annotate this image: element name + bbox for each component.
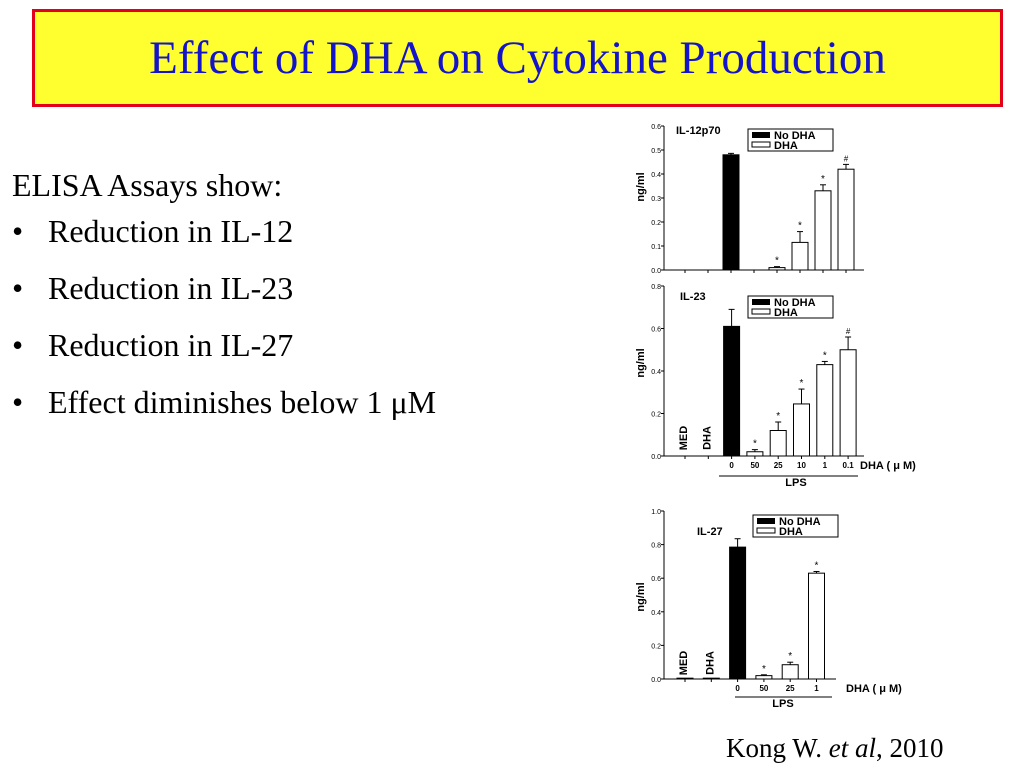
y-axis-label: ng/ml (635, 348, 647, 378)
significance-mark: # (843, 154, 849, 164)
bullet-text: Reduction in IL-23 (48, 270, 294, 306)
chart-title: IL-12p70 (676, 125, 721, 137)
chart-title: IL-27 (697, 526, 723, 538)
bar (730, 547, 746, 679)
y-tick-label: 0.6 (651, 576, 661, 584)
y-tick-label: 0.1 (651, 244, 661, 251)
significance-mark: * (775, 255, 779, 267)
x-tick-label: 0 (729, 461, 734, 470)
citation-etal: et al (828, 733, 877, 763)
significance-mark: * (752, 438, 757, 450)
bullet-text: Reduction in IL-27 (48, 327, 294, 363)
y-tick-label: 0.5 (651, 148, 661, 155)
y-axis-label: ng/ml (635, 582, 647, 612)
legend-swatch-white (757, 528, 775, 533)
x-group-title: LPS (772, 698, 794, 710)
x-tick-label: 50 (759, 684, 769, 693)
bar (769, 268, 785, 270)
x-tick-label: 25 (785, 684, 795, 693)
legend-swatch-black (757, 518, 775, 524)
bar (838, 169, 854, 270)
bullet-dot: • (12, 327, 24, 363)
legend-swatch-white (752, 142, 770, 147)
y-tick-label: 0.2 (651, 411, 661, 419)
y-tick-label: 0.6 (651, 326, 661, 334)
bar (817, 365, 833, 456)
bar (677, 678, 693, 679)
slide-title: Effect of DHA on Cytokine Production (149, 32, 886, 84)
x-group-label: MED (678, 650, 690, 676)
legend-label: No DHA (779, 516, 821, 528)
y-tick-label: 0.2 (651, 220, 661, 227)
y-tick-label: 1.0 (651, 509, 661, 516)
bar (840, 350, 856, 456)
y-tick-label: 0.0 (651, 268, 661, 275)
bar (724, 326, 740, 456)
bullet-text: Reduction in IL-12 (48, 213, 294, 249)
significance-mark: # (845, 327, 851, 336)
citation-author: Kong W. (726, 733, 829, 763)
y-tick-label: 0.4 (651, 369, 661, 376)
y-tick-label: 0.4 (651, 609, 661, 617)
legend-swatch-white (752, 309, 770, 314)
bar (792, 242, 808, 270)
significance-mark: * (821, 173, 825, 185)
legend-swatch-black (752, 132, 770, 138)
x-tick-label: 25 (773, 461, 783, 470)
x-tick-label: 0.1 (842, 461, 854, 470)
bar (747, 452, 763, 456)
x-group-title: LPS (785, 477, 807, 489)
y-tick-label: 0.2 (651, 643, 661, 651)
citation (726, 733, 944, 764)
legend-label: DHA (774, 140, 798, 152)
legend-label: DHA (774, 307, 798, 319)
bar (794, 404, 810, 456)
y-tick-label: 0.3 (651, 196, 661, 203)
bullet-dot: • (12, 384, 24, 420)
legend-label: DHA (779, 526, 803, 538)
bar (815, 191, 831, 270)
bar (703, 678, 719, 679)
y-tick-label: 0.6 (651, 124, 661, 131)
intro-line: ELISA Assays show: (12, 167, 283, 203)
bullet-dot: • (12, 270, 24, 306)
citation-year: , 2010 (876, 733, 944, 763)
y-tick-label: 0.8 (651, 542, 661, 550)
x-tick-label: 1 (814, 684, 819, 693)
x-tick-label: 0 (735, 684, 740, 693)
bullet-text: Effect diminishes below 1 μM (48, 384, 437, 420)
significance-mark: * (798, 220, 802, 232)
legend-label: No DHA (774, 130, 816, 142)
bar (782, 665, 798, 679)
y-tick-label: 0.0 (651, 454, 661, 461)
x-tick-label: 10 (797, 461, 806, 470)
x-group-label: MED (678, 425, 690, 451)
x-tick-label: 50 (750, 461, 760, 470)
legend-swatch-black (752, 299, 770, 305)
significance-mark: * (776, 411, 781, 422)
y-tick-label: 0.4 (651, 172, 661, 179)
y-tick-label: 0.0 (651, 677, 661, 684)
bar (809, 573, 825, 679)
significance-mark: * (814, 560, 819, 572)
bar (756, 676, 772, 679)
y-axis-label: ng/ml (635, 172, 647, 202)
significance-mark: * (799, 378, 804, 390)
significance-mark: * (788, 651, 793, 663)
bar (723, 155, 739, 270)
significance-mark: * (822, 350, 827, 362)
x-group-label: DHA (704, 651, 717, 675)
y-tick-label: 0.8 (651, 284, 661, 291)
bullet-dot: • (12, 213, 24, 249)
x-unit-label: DHA ( μ M) (846, 683, 902, 695)
x-unit-label: DHA ( μ M) (860, 460, 916, 472)
legend-label: No DHA (774, 297, 816, 309)
chart-title: IL-23 (680, 291, 706, 303)
significance-mark: * (761, 663, 766, 675)
x-group-label: DHA (701, 426, 714, 450)
bar (770, 431, 786, 457)
x-tick-label: 1 (822, 461, 828, 470)
